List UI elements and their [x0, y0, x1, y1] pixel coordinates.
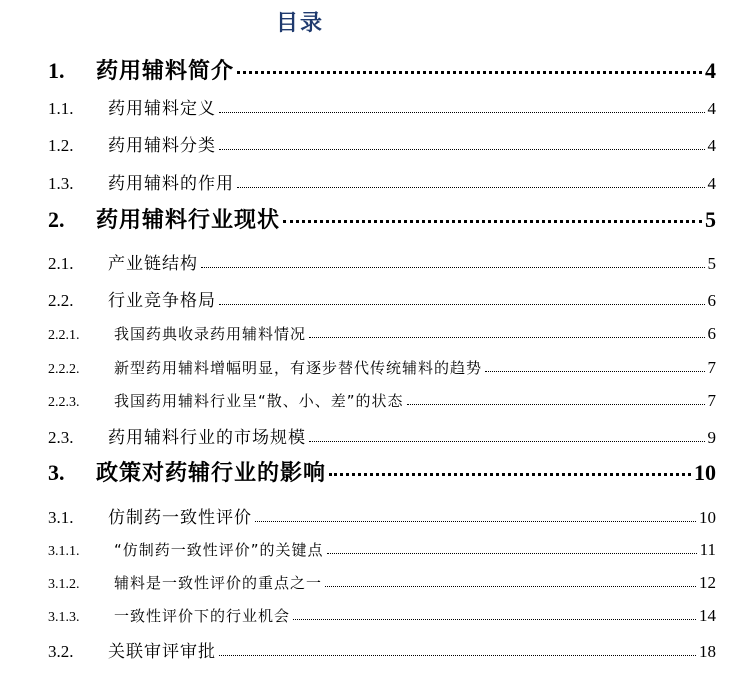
entry-label: 仿制药一致性评价	[108, 508, 252, 528]
entry-label: 药用辅料简介	[96, 59, 235, 84]
toc-entry-2-2-3[interactable]	[48, 390, 716, 411]
entry-label: 行业竞争格局	[108, 291, 216, 311]
dot-leader	[329, 472, 691, 476]
dot-leader	[283, 219, 702, 223]
entry-page: 5	[705, 207, 716, 232]
entry-label: 关联审评审批	[108, 642, 216, 662]
entry-label: 产业链结构	[108, 254, 198, 274]
entry-label: 一致性评价下的行业机会	[114, 607, 291, 625]
entry-number: 1.1.	[48, 99, 74, 118]
entry-number: 2.	[48, 207, 65, 232]
entry-label: 药用辅料行业的市场规模	[108, 428, 306, 448]
dot-leader	[255, 520, 696, 522]
entry-number: 2.2.	[48, 291, 74, 310]
entry-label: 辅料是一致性评价的重点之一	[114, 574, 323, 592]
dot-leader	[293, 618, 696, 620]
entry-number: 2.3.	[48, 428, 74, 447]
toc-entry-2[interactable]	[48, 203, 716, 234]
entry-number: 3.1.2.	[48, 577, 80, 592]
toc-entry-2-1[interactable]	[48, 249, 716, 274]
entry-page: 9	[707, 428, 716, 447]
entry-page: 18	[699, 642, 716, 661]
toc-entry-3-2[interactable]	[48, 637, 716, 662]
entry-page: 7	[707, 391, 716, 410]
entry-number: 3.1.1.	[48, 544, 80, 559]
toc-entry-3-1-2[interactable]	[48, 572, 716, 593]
toc-entry-1-1[interactable]	[48, 94, 716, 119]
entry-page: 12	[699, 573, 716, 592]
toc-entry-3-1-3[interactable]	[48, 605, 716, 626]
entry-page: 4	[707, 99, 716, 118]
toc-entry-3-1[interactable]	[48, 503, 716, 528]
entry-number: 1.3.	[48, 174, 74, 193]
entry-page: 4	[705, 58, 716, 83]
dot-leader	[201, 266, 705, 268]
entry-page: 11	[699, 540, 716, 559]
dot-leader	[237, 70, 702, 74]
dot-leader	[309, 336, 704, 338]
entry-page: 5	[707, 254, 716, 273]
entry-page: 10	[694, 460, 716, 485]
dot-leader	[237, 186, 705, 188]
dot-leader	[219, 148, 705, 150]
entry-number: 2.2.1.	[48, 328, 80, 343]
dot-leader	[219, 654, 696, 656]
entry-label: “仿制药一致性评价”的关键点	[114, 541, 324, 559]
toc-entry-1-3[interactable]	[48, 169, 716, 194]
dot-leader	[407, 403, 705, 405]
dot-leader	[327, 552, 697, 554]
entry-page: 14	[699, 606, 716, 625]
entry-label: 药用辅料的作用	[108, 174, 234, 194]
dot-leader	[309, 440, 705, 442]
entry-label: 药用辅料定义	[108, 99, 216, 119]
entry-label: 药用辅料分类	[108, 136, 216, 156]
entry-page: 6	[707, 291, 716, 310]
entry-number: 3.2.	[48, 642, 74, 661]
entry-label: 新型药用辅料增幅明显，有逐步替代传统辅料的趋势	[114, 359, 483, 377]
toc-entry-2-2-1[interactable]	[48, 323, 716, 344]
entry-label: 我国药用辅料行业呈“散、小、差”的状态	[114, 392, 404, 410]
entry-number: 2.2.2.	[48, 362, 80, 377]
entry-label: 药用辅料行业现状	[96, 208, 281, 233]
entry-page: 6	[707, 324, 716, 343]
toc-entry-3[interactable]	[48, 456, 716, 487]
dot-leader	[219, 111, 705, 113]
dot-leader	[485, 370, 704, 372]
entry-number: 3.1.	[48, 508, 74, 527]
toc-entry-1-2[interactable]	[48, 131, 716, 156]
toc-entry-1[interactable]	[48, 54, 716, 85]
entry-label: 我国药典收录药用辅料情况	[114, 325, 307, 343]
dot-leader	[219, 303, 705, 305]
entry-number: 3.	[48, 460, 65, 485]
entry-number: 1.	[48, 58, 65, 83]
toc-entry-2-2-2[interactable]	[48, 357, 716, 378]
toc-entry-2-2[interactable]	[48, 286, 716, 311]
entry-page: 4	[707, 136, 716, 155]
entry-number: 2.2.3.	[48, 395, 80, 410]
entry-page: 10	[699, 508, 716, 527]
entry-label: 政策对药辅行业的影响	[96, 461, 327, 486]
entry-number: 2.1.	[48, 254, 74, 273]
entry-page: 4	[707, 174, 716, 193]
toc-title: 目录	[275, 11, 324, 36]
dot-leader	[325, 585, 696, 587]
entry-page: 7	[707, 358, 716, 377]
entry-number: 3.1.3.	[48, 610, 80, 625]
toc-entry-2-3[interactable]	[48, 423, 716, 448]
entry-number: 1.2.	[48, 136, 74, 155]
toc-entry-3-1-1[interactable]	[48, 539, 716, 560]
